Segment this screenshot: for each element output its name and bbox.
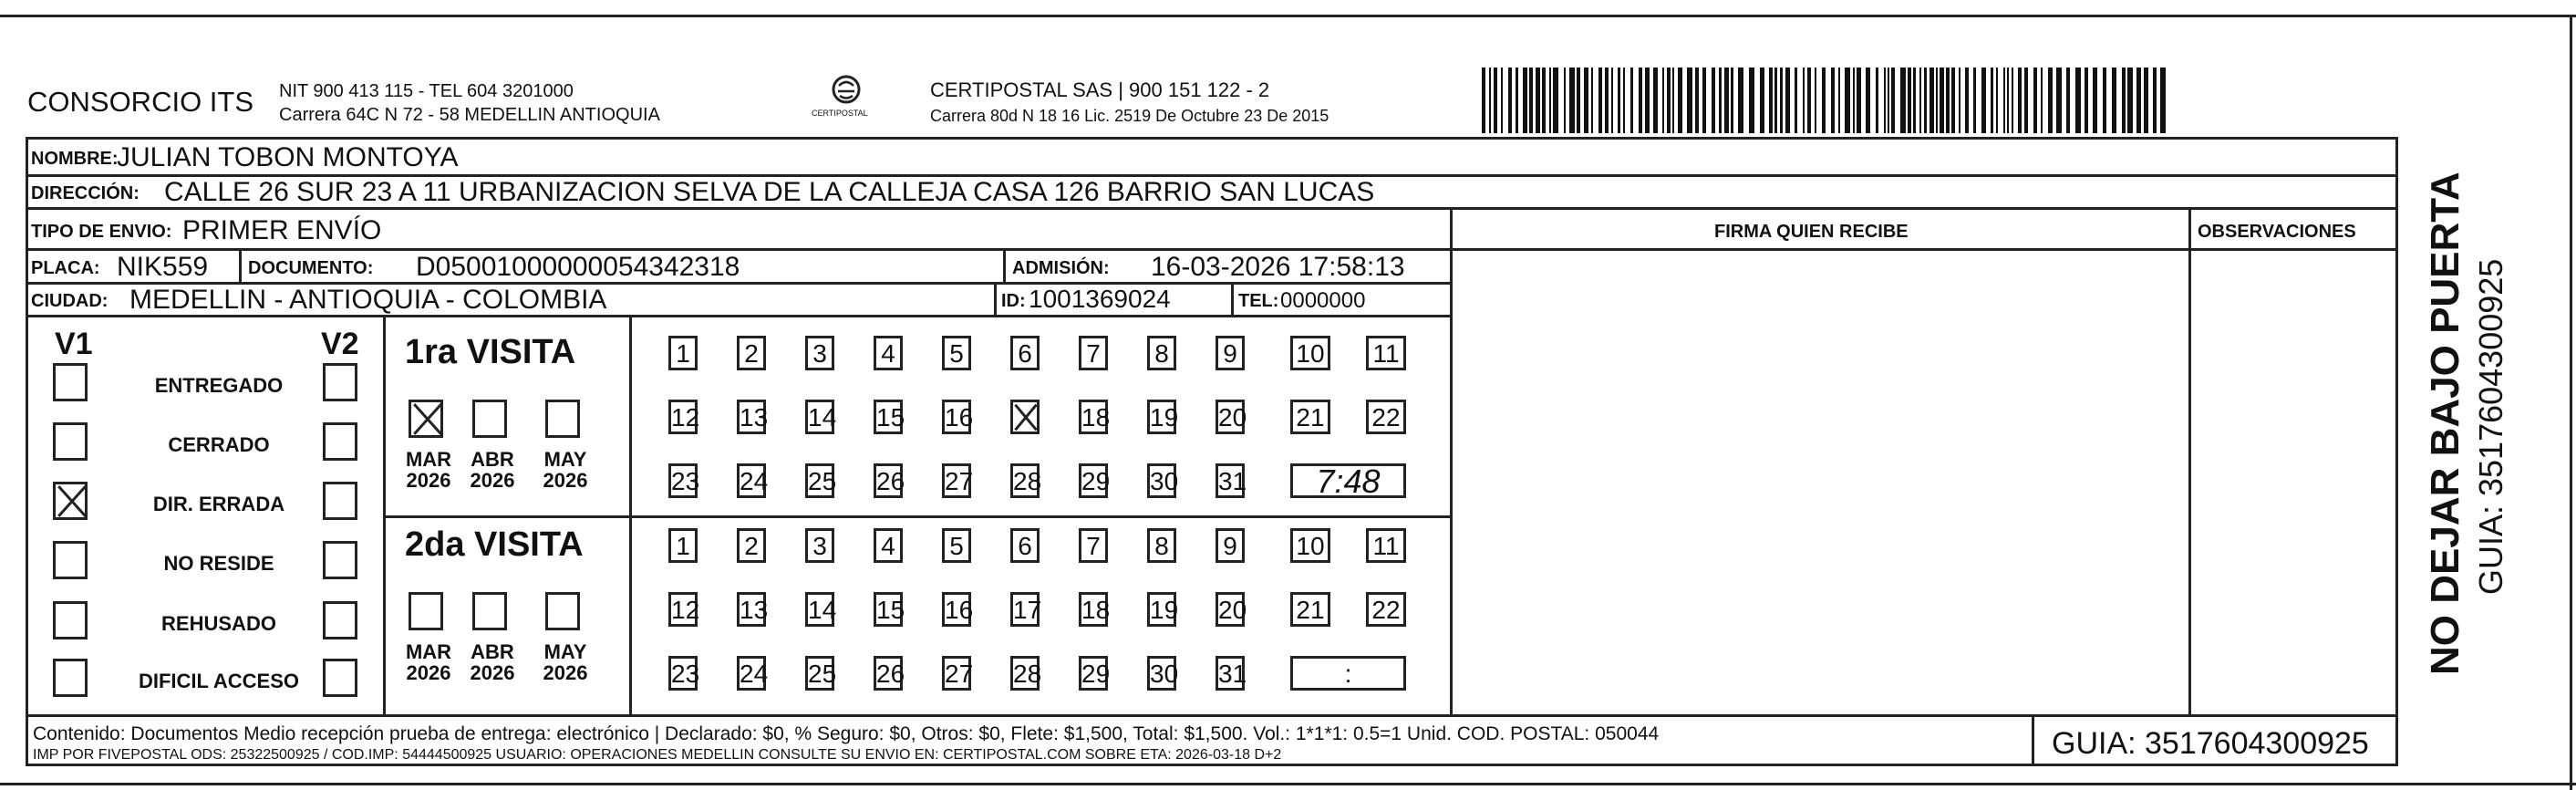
visit2-month-label bbox=[401, 641, 456, 683]
visit2-day[interactable]: 16 bbox=[942, 592, 971, 627]
visit2-day[interactable]: 1 bbox=[668, 528, 698, 563]
barcode-bar bbox=[1884, 68, 1886, 133]
documento-value: D05001000000054342318 bbox=[416, 252, 740, 282]
barcode-bar bbox=[1891, 68, 1895, 133]
barcode-bar bbox=[1591, 68, 1593, 133]
barcode-bar bbox=[1523, 68, 1527, 133]
visit1-day[interactable]: 6 bbox=[1010, 336, 1040, 370]
barcode-bar bbox=[1553, 68, 1558, 133]
visit1-day[interactable]: 27 bbox=[942, 463, 971, 498]
barcode-bar bbox=[1838, 68, 1840, 133]
barcode-bar bbox=[1598, 68, 1602, 133]
month-year: 2026 bbox=[543, 469, 588, 493]
barcode-bar bbox=[1940, 68, 1944, 133]
row-line bbox=[26, 714, 2398, 717]
visit2-day[interactable]: 12 bbox=[668, 592, 698, 627]
barcode-bar bbox=[1857, 68, 1861, 133]
status-v2-checkbox[interactable] bbox=[323, 363, 357, 401]
visit2-day[interactable]: 5 bbox=[942, 528, 971, 563]
barcode-bar bbox=[1866, 68, 1870, 133]
visit2-day[interactable]: 6 bbox=[1010, 528, 1040, 563]
visit2-day[interactable]: 27 bbox=[942, 656, 971, 691]
barcode-bar bbox=[1678, 68, 1682, 133]
barcode-bar bbox=[1712, 68, 1715, 133]
visit1-day[interactable]: 12 bbox=[668, 400, 698, 434]
status-v2-checkbox[interactable] bbox=[323, 659, 357, 697]
barcode-bar bbox=[1760, 68, 1764, 133]
barcode-bar bbox=[2122, 68, 2126, 133]
barcode-bar bbox=[1645, 68, 1650, 133]
status-v1-checkbox[interactable] bbox=[53, 601, 88, 639]
barcode-bar bbox=[1803, 68, 1805, 133]
side-vertical-text bbox=[2423, 164, 2544, 675]
col-line bbox=[1003, 250, 1006, 282]
visit1-day[interactable]: 1 bbox=[668, 336, 698, 370]
placa-value: NIK559 bbox=[117, 252, 209, 282]
row-line bbox=[1450, 248, 2398, 251]
visit1-day[interactable]: 5 bbox=[942, 336, 971, 370]
documento-label: DOCUMENTO: bbox=[248, 258, 374, 278]
barcode-bar bbox=[1501, 68, 1503, 133]
visit1-day[interactable]: 15 bbox=[874, 400, 903, 434]
barcode-bar bbox=[2127, 68, 2133, 133]
visit1-day[interactable]: 24 bbox=[737, 463, 766, 498]
bottom-border bbox=[0, 783, 2576, 785]
row-line bbox=[383, 515, 629, 518]
visit2-day[interactable]: 8 bbox=[1147, 528, 1176, 563]
barcode-bar bbox=[1951, 68, 1955, 133]
barcode-bar bbox=[1888, 68, 1889, 133]
barcode-bar bbox=[1639, 68, 1642, 133]
visit1-time-box[interactable]: 7:48 bbox=[1290, 463, 1406, 498]
barcode-bar bbox=[1662, 68, 1664, 133]
col-line bbox=[2188, 209, 2191, 716]
status-v2-checkbox[interactable] bbox=[323, 541, 357, 579]
visit1-day[interactable]: 21 bbox=[1290, 400, 1330, 434]
barcode-bar bbox=[1731, 68, 1733, 133]
visit1-day[interactable]: 19 bbox=[1147, 400, 1176, 434]
barcode-bar bbox=[1822, 68, 1826, 133]
visit2-day[interactable]: 23 bbox=[668, 656, 698, 691]
visit2-month-label bbox=[465, 641, 520, 683]
visit2-day[interactable]: 19 bbox=[1147, 592, 1176, 627]
month-year: 2026 bbox=[470, 469, 515, 493]
barcode-bar bbox=[1929, 68, 1934, 133]
visit1-day[interactable]: 8 bbox=[1147, 336, 1176, 370]
col-line bbox=[1231, 284, 1234, 315]
visit2-time-box[interactable]: : bbox=[1290, 656, 1406, 691]
visit2-day[interactable]: 30 bbox=[1147, 656, 1176, 691]
company-nit: NIT 900 413 115 - TEL 604 3201000 bbox=[279, 81, 574, 101]
barcode-bar bbox=[2093, 68, 2097, 133]
admision-label: ADMISIÓN: bbox=[1012, 258, 1110, 278]
company-name: CONSORCIO ITS bbox=[27, 86, 254, 118]
barcode-bar bbox=[1774, 68, 1777, 133]
barcode-bar bbox=[1946, 68, 1950, 133]
row-line bbox=[26, 315, 1450, 317]
status-v1-checkbox[interactable] bbox=[53, 482, 88, 520]
barcode-bar bbox=[1749, 68, 1754, 133]
barcode-bar bbox=[1584, 68, 1588, 133]
visit1-month-checkbox[interactable] bbox=[545, 400, 580, 438]
visit1-day[interactable]: 7 bbox=[1079, 336, 1108, 370]
id-value: 1001369024 bbox=[1029, 285, 1171, 313]
month-year: 2026 bbox=[406, 469, 451, 493]
barcode-bar bbox=[1702, 68, 1706, 133]
visit2-day[interactable]: 22 bbox=[1366, 592, 1406, 627]
month-name: MAY bbox=[543, 640, 587, 663]
top-border bbox=[0, 15, 2576, 17]
barcode-bar bbox=[1542, 68, 1546, 133]
barcode-bar bbox=[1831, 68, 1835, 133]
barcode-bar bbox=[2048, 68, 2053, 133]
visit1-day[interactable]: 28 bbox=[1010, 463, 1040, 498]
barcode-bar bbox=[2018, 68, 2022, 133]
direccion-value: CALLE 26 SUR 23 A 11 URBANIZACION SELVA DE LA CALLEJA CASA 126 BARRIO SAN LUCAS bbox=[164, 177, 1375, 207]
barcode-bar bbox=[1605, 68, 1609, 133]
col-line bbox=[2032, 716, 2034, 766]
barcode-bar bbox=[1936, 68, 1938, 133]
visit2-day[interactable]: 26 bbox=[874, 656, 903, 691]
tipo-envio-label: TIPO DE ENVIO: bbox=[31, 222, 172, 242]
admision-value: 16-03-2026 17:58:13 bbox=[1151, 252, 1405, 282]
status-v1-checkbox[interactable] bbox=[53, 422, 88, 461]
visit1-day[interactable]: 29 bbox=[1079, 463, 1108, 498]
visit1-month-checkbox[interactable] bbox=[409, 400, 443, 438]
barcode-bar bbox=[1489, 68, 1491, 133]
visit2-day[interactable]: 28 bbox=[1010, 656, 1040, 691]
barcode-bar bbox=[2160, 68, 2166, 133]
visit2-month-checkbox[interactable] bbox=[545, 592, 580, 630]
barcode-bar bbox=[1618, 68, 1620, 133]
status-v1-checkbox[interactable] bbox=[53, 363, 88, 401]
visit2-day[interactable]: 2 bbox=[737, 528, 766, 563]
tel-label: TEL: bbox=[1238, 291, 1279, 311]
barcode-bar bbox=[2056, 68, 2062, 133]
direccion-label: DIRECCIÓN: bbox=[31, 183, 140, 203]
barcode-bar bbox=[2075, 68, 2081, 133]
barcode-bar bbox=[1719, 68, 1722, 133]
barcode-bar bbox=[1924, 68, 1927, 133]
barcode-bar bbox=[2112, 68, 2116, 133]
barcode-bar bbox=[1536, 68, 1540, 133]
company-address: Carrera 64C N 72 - 58 MEDELLIN ANTIOQUIA bbox=[279, 105, 660, 125]
logo-caption: CERTIPOSTAL bbox=[812, 109, 868, 118]
visit2-day[interactable]: 15 bbox=[874, 592, 903, 627]
status-label: DIR. ERRADA bbox=[152, 493, 285, 515]
col-line bbox=[994, 284, 997, 315]
barcode-bar bbox=[1529, 68, 1533, 133]
col-line bbox=[1450, 209, 1453, 716]
visit2-day[interactable]: 29 bbox=[1079, 656, 1108, 691]
ciudad-label: CIUDAD: bbox=[31, 291, 109, 311]
month-name: ABR bbox=[471, 448, 514, 471]
barcode-bar bbox=[1981, 68, 1986, 133]
tel-value: 0000000 bbox=[1280, 288, 1366, 313]
status-v2-checkbox[interactable] bbox=[323, 482, 357, 520]
visit2-day[interactable]: 20 bbox=[1216, 592, 1245, 627]
visit2-day[interactable]: 21 bbox=[1290, 592, 1330, 627]
status-label: CERRADO bbox=[168, 433, 270, 456]
visit2-day[interactable]: 9 bbox=[1216, 528, 1245, 563]
visit2-day[interactable]: 25 bbox=[805, 656, 834, 691]
barcode-bar bbox=[2024, 68, 2028, 133]
footer-content-line: Contenido: Documentos Medio recepción prueba de entrega: electrónico | Declarado: $0, % Seguro: $0, Otros: $0, Flete: $1,500, Total: $1,500. Vol.: 1*1*1: 0.5=1 Unid. COD. POSTAL: 050044 bbox=[33, 723, 1660, 744]
status-label: DIFICIL ACCESO bbox=[138, 670, 299, 692]
barcode-bar bbox=[1785, 68, 1790, 133]
visit1-day[interactable]: 9 bbox=[1216, 336, 1245, 370]
visit1-day[interactable] bbox=[1010, 400, 1040, 434]
visit1-day[interactable]: 10 bbox=[1290, 336, 1330, 370]
barcode-bar bbox=[1494, 68, 1497, 133]
status-label: REHUSADO bbox=[161, 612, 276, 635]
barcode-bar bbox=[2136, 68, 2141, 133]
visit2-day[interactable]: 24 bbox=[737, 656, 766, 691]
barcode-bar bbox=[2012, 68, 2013, 133]
ciudad-value: MEDELLIN - ANTIOQUIA - COLOMBIA bbox=[129, 285, 607, 315]
status-v2-checkbox[interactable] bbox=[323, 601, 357, 639]
certipostal-logo bbox=[810, 73, 883, 124]
partner-line-2: Carrera 80d N 18 16 Lic. 2519 De Octubre 23 De 2015 bbox=[930, 107, 1329, 125]
row-line bbox=[26, 207, 2398, 210]
visit1-day[interactable]: 20 bbox=[1216, 400, 1245, 434]
side-guia: GUIA: 3517604300925 bbox=[2472, 258, 2509, 595]
visit2-title: 2da VISITA bbox=[405, 525, 584, 564]
barcode-bar bbox=[1815, 68, 1816, 133]
visit2-day[interactable]: 11 bbox=[1366, 528, 1406, 563]
barcode-bar bbox=[2144, 68, 2148, 133]
visit2-month-checkbox[interactable] bbox=[409, 592, 443, 630]
barcode-bar bbox=[1667, 68, 1671, 133]
visit2-day[interactable]: 31 bbox=[1216, 656, 1245, 691]
barcode-bar bbox=[1653, 68, 1658, 133]
status-v2-checkbox[interactable] bbox=[323, 422, 357, 461]
visit2-day[interactable]: 18 bbox=[1079, 592, 1108, 627]
visit1-day[interactable]: 13 bbox=[737, 400, 766, 434]
barcode-bar bbox=[1959, 68, 1960, 133]
id-label: ID: bbox=[1001, 291, 1026, 311]
visit1-day[interactable]: 25 bbox=[805, 463, 834, 498]
visit1-day[interactable]: 11 bbox=[1366, 336, 1406, 370]
barcode-bar bbox=[2003, 68, 2005, 133]
barcode-bar bbox=[2066, 68, 2070, 133]
placa-label: PLACA: bbox=[31, 258, 100, 278]
barcode-bar bbox=[2085, 68, 2088, 133]
visit2-day[interactable]: 14 bbox=[805, 592, 834, 627]
barcode-bar bbox=[1564, 68, 1566, 133]
barcode-bar bbox=[1724, 68, 1729, 133]
barcode-bar bbox=[1780, 68, 1783, 133]
visit1-day[interactable]: 14 bbox=[805, 400, 834, 434]
v2-label: V2 bbox=[321, 327, 359, 361]
observaciones-label: OBSERVACIONES bbox=[2198, 222, 2356, 242]
visit1-title: 1ra VISITA bbox=[405, 333, 576, 371]
visit2-month-checkbox[interactable] bbox=[472, 592, 507, 630]
month-year: 2026 bbox=[470, 661, 515, 685]
visit1-month-label bbox=[465, 449, 520, 491]
visit1-month-checkbox[interactable] bbox=[472, 400, 507, 438]
barcode-bar bbox=[1913, 68, 1916, 133]
barcode-bar bbox=[1807, 68, 1811, 133]
v1-label: V1 bbox=[55, 327, 93, 361]
month-name: MAR bbox=[405, 640, 452, 663]
barcode-bar bbox=[1672, 68, 1674, 133]
visit2-month-label bbox=[538, 641, 593, 683]
visit2-day[interactable]: 13 bbox=[737, 592, 766, 627]
visit2-day[interactable]: 7 bbox=[1079, 528, 1108, 563]
barcode-bar bbox=[1508, 68, 1512, 133]
visit1-day[interactable]: 22 bbox=[1366, 400, 1406, 434]
firma-label: FIRMA QUIEN RECIBE bbox=[1714, 222, 1909, 242]
month-year: 2026 bbox=[406, 661, 451, 685]
footer-guia: GUIA: 3517604300925 bbox=[2052, 726, 2369, 761]
barcode-bar bbox=[1630, 68, 1633, 133]
footer-imp-line: IMP POR FIVEPOSTAL ODS: 25322500925 / COD.IMP: 54444500925 USUARIO: OPERACIONES MEDELLIN CONSULTE SU ENVIO EN: CERTIPOSTAL.COM SOBRE ETA: 2026-03-18 D+2 bbox=[33, 747, 1282, 763]
barcode-bar bbox=[1853, 68, 1855, 133]
barcode-bar bbox=[1919, 68, 1921, 133]
barcode-bar bbox=[1876, 68, 1878, 133]
visit1-day[interactable]: 23 bbox=[668, 463, 698, 498]
barcode-bar bbox=[2033, 68, 2037, 133]
visit1-day[interactable]: 3 bbox=[805, 336, 834, 370]
barcode-bar bbox=[1845, 68, 1850, 133]
barcode-bar bbox=[1965, 68, 1969, 133]
barcode-bar bbox=[1991, 68, 1993, 133]
visit1-day[interactable]: 4 bbox=[874, 336, 903, 370]
visit2-day[interactable]: 3 bbox=[805, 528, 834, 563]
barcode-bar bbox=[2041, 68, 2043, 133]
month-name: MAY bbox=[543, 448, 587, 471]
barcode-bar bbox=[1516, 68, 1518, 133]
col-line bbox=[239, 250, 242, 282]
visit1-day[interactable]: 18 bbox=[1079, 400, 1108, 434]
visit1-month-label bbox=[401, 449, 456, 491]
barcode-bar bbox=[1795, 68, 1797, 133]
barcode-bar bbox=[1738, 68, 1743, 133]
visit2-day[interactable]: 10 bbox=[1290, 528, 1330, 563]
visit1-day[interactable]: 2 bbox=[737, 336, 766, 370]
barcode-bar bbox=[1549, 68, 1551, 133]
month-name: MAR bbox=[405, 448, 452, 471]
visit1-day[interactable]: 16 bbox=[942, 400, 971, 434]
nombre-value: JULIAN TOBON MONTOYA bbox=[117, 142, 459, 172]
visit2-day[interactable]: 17 bbox=[1010, 592, 1040, 627]
barcode-bar bbox=[1577, 68, 1580, 133]
barcode-bar bbox=[1482, 68, 1485, 133]
no-dejar-bajo-puerta: NO DEJAR BAJO PUERTA bbox=[2423, 172, 2467, 675]
barcode-bar bbox=[2007, 68, 2009, 133]
barcode-bar bbox=[1996, 68, 1998, 133]
visit1-day[interactable]: 30 bbox=[1147, 463, 1176, 498]
barcode bbox=[1482, 68, 2170, 133]
barcode-bar bbox=[1623, 68, 1625, 133]
barcode-bar bbox=[1900, 68, 1906, 133]
status-label: ENTREGADO bbox=[154, 374, 284, 397]
barcode-bar bbox=[2153, 68, 2157, 133]
visit1-day[interactable]: 31 bbox=[1216, 463, 1245, 498]
nombre-label: NOMBRE: bbox=[31, 149, 119, 169]
status-label: NO RESIDE bbox=[163, 552, 274, 575]
barcode-bar bbox=[1973, 68, 1976, 133]
status-v1-checkbox[interactable] bbox=[53, 659, 88, 697]
barcode-bar bbox=[1695, 68, 1699, 133]
barcode-bar bbox=[2103, 68, 2106, 133]
barcode-bar bbox=[1908, 68, 1911, 133]
barcode-bar bbox=[1611, 68, 1613, 133]
partner-line-1: CERTIPOSTAL SAS | 900 151 122 - 2 bbox=[930, 78, 1270, 101]
visit1-month-label bbox=[538, 449, 593, 491]
barcode-bar bbox=[1769, 68, 1773, 133]
month-name: ABR bbox=[471, 640, 514, 663]
visit1-day[interactable]: 26 bbox=[874, 463, 903, 498]
barcode-bar bbox=[1569, 68, 1575, 133]
month-year: 2026 bbox=[543, 661, 588, 685]
barcode-bar bbox=[1687, 68, 1692, 133]
row-line bbox=[629, 515, 1450, 518]
visit2-day[interactable]: 4 bbox=[874, 528, 903, 563]
tipo-envio-value: PRIMER ENVÍO bbox=[182, 215, 382, 245]
right-border bbox=[2570, 15, 2572, 790]
status-v1-checkbox[interactable] bbox=[53, 541, 88, 579]
